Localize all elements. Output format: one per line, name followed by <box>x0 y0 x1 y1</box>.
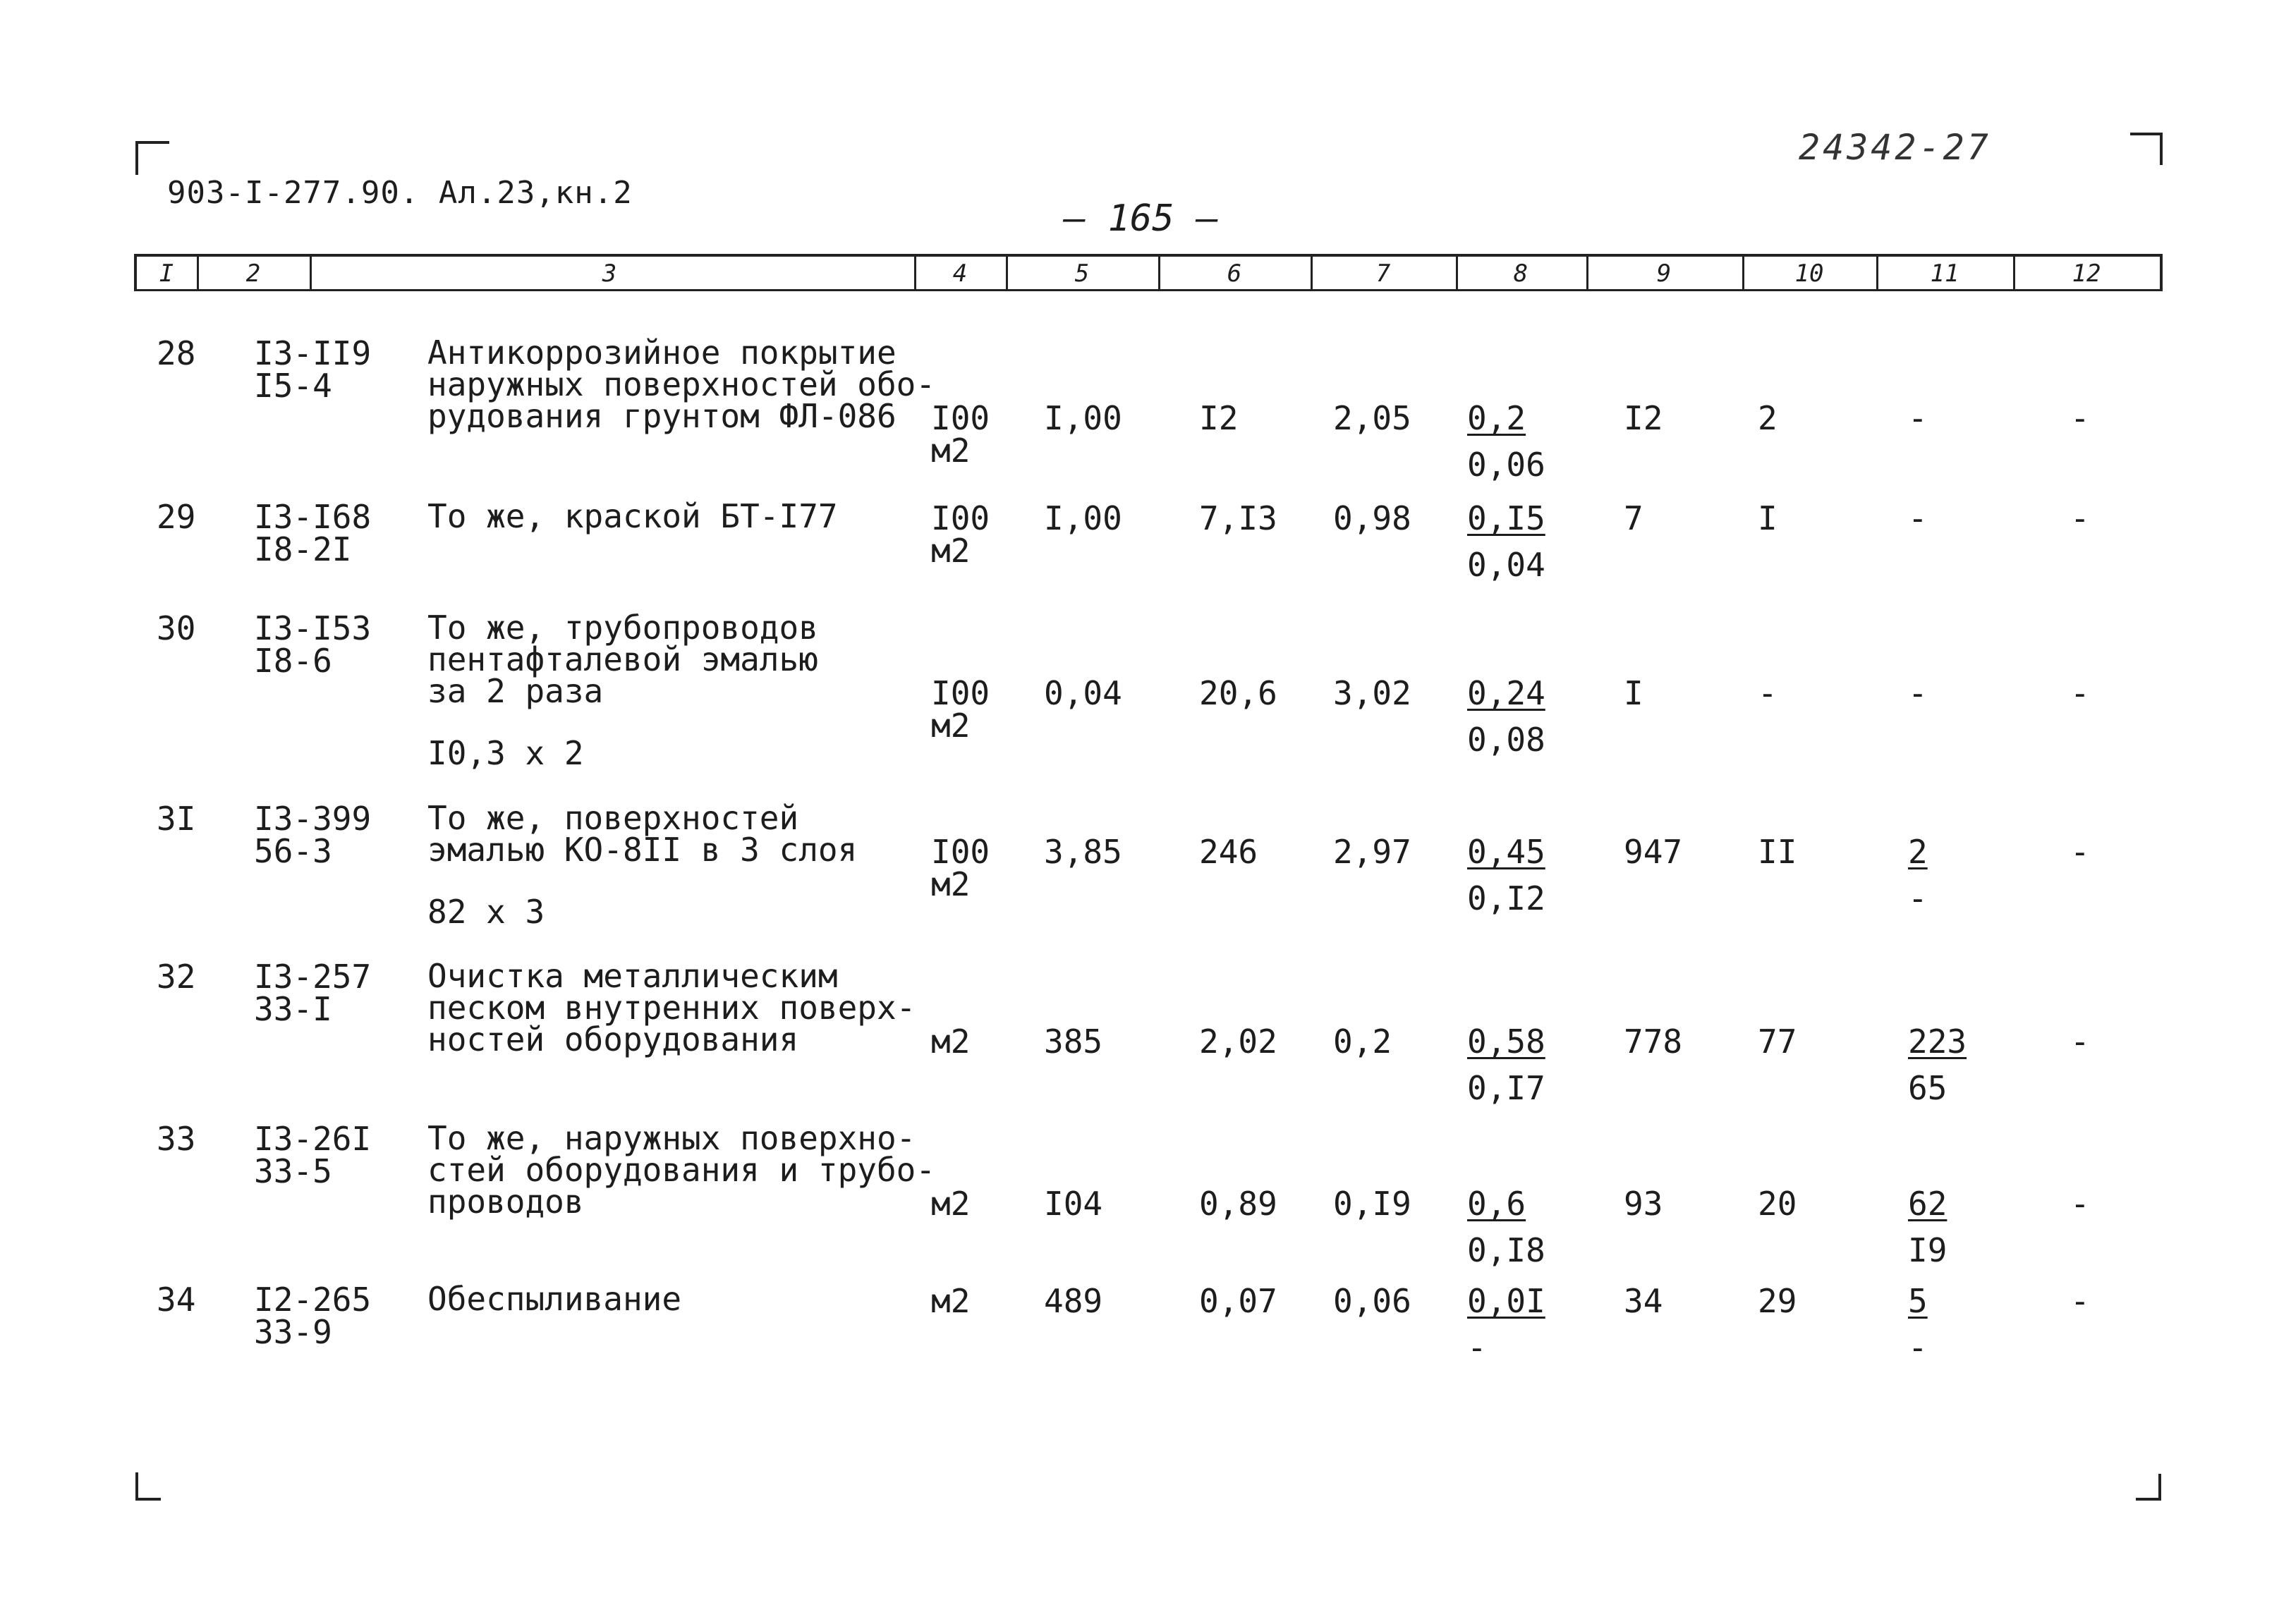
total-machine-value: 2 <box>1908 833 1928 871</box>
unit-measure: I00 <box>931 399 990 437</box>
corner-mark-top-left <box>135 141 169 175</box>
quantity-value: 3,85 <box>1044 833 1122 871</box>
row-number: 33 <box>157 1120 196 1158</box>
overhead-value: - <box>2070 399 2090 437</box>
column-number-header <box>134 254 2163 291</box>
unit-measure-secondary: м2 <box>931 432 971 470</box>
total-cost-value: I <box>1624 674 1643 712</box>
column-number: 7 <box>1375 260 1391 288</box>
total-labor-value: 2 <box>1758 399 1778 437</box>
column-number: I <box>159 260 174 288</box>
column-number: 12 <box>2072 260 2101 288</box>
column-number: 10 <box>1794 260 1824 288</box>
column-number: 5 <box>1074 260 1090 288</box>
total-labor-value: II <box>1758 833 1797 871</box>
column-number: 2 <box>245 260 261 288</box>
quantity-value: 385 <box>1044 1022 1103 1061</box>
column-number: 8 <box>1513 260 1529 288</box>
total-cost-value: 34 <box>1624 1282 1663 1320</box>
total-machine-value: - <box>1908 399 1928 437</box>
quantity-value: 489 <box>1044 1282 1103 1320</box>
total-machine-wage-value: - <box>1908 1329 1928 1367</box>
column-number: 3 <box>602 260 617 288</box>
total-cost-value: 93 <box>1624 1185 1663 1223</box>
price-code-secondary: I5-4 <box>254 367 332 405</box>
unit-cost-value: 246 <box>1199 833 1258 871</box>
work-description-line: То же, поверхностей <box>427 799 799 837</box>
work-description-line: наружных поверхностей обо- <box>427 365 936 403</box>
quantity-formula: 82 x 3 <box>427 893 545 931</box>
work-description-line: То же, трубопроводов <box>427 609 818 647</box>
total-labor-value: 77 <box>1758 1022 1797 1061</box>
total-cost-value: 778 <box>1624 1022 1683 1061</box>
machine-cost-value: 0,2 <box>1467 399 1526 437</box>
header-divider <box>1006 257 1008 289</box>
price-code-secondary: 33-9 <box>254 1313 332 1351</box>
labor-cost-value: 0,2 <box>1333 1022 1392 1061</box>
column-number: 9 <box>1656 260 1672 288</box>
labor-cost-value: 2,97 <box>1333 833 1411 871</box>
total-cost-value: 947 <box>1624 833 1683 871</box>
labor-cost-value: 0,98 <box>1333 499 1411 537</box>
price-code: I3-257 <box>254 958 372 996</box>
price-code: I3-I68 <box>254 498 372 536</box>
price-code: I3-26I <box>254 1120 372 1158</box>
row-number: 28 <box>157 334 196 372</box>
header-divider <box>2013 257 2015 289</box>
work-description-line: проводов <box>427 1183 584 1221</box>
price-code-secondary: 33-I <box>254 990 332 1028</box>
price-code-secondary: 33-5 <box>254 1152 332 1190</box>
header-divider <box>1311 257 1313 289</box>
machine-cost-value: 0,I5 <box>1467 499 1545 537</box>
total-labor-value: 29 <box>1758 1282 1797 1320</box>
unit-measure: м2 <box>931 1022 971 1061</box>
column-number: 11 <box>1930 260 1959 288</box>
work-description-line: Антикоррозийное покрытие <box>427 334 897 372</box>
machine-cost-value: 0,45 <box>1467 833 1545 871</box>
machine-wage-value: 0,04 <box>1467 546 1545 584</box>
corner-mark-top-right <box>2130 133 2163 165</box>
work-description-line: стей оборудования и трубо- <box>427 1151 936 1189</box>
price-code-secondary: I8-6 <box>254 642 332 680</box>
machine-wage-value: - <box>1467 1329 1487 1367</box>
unit-measure: м2 <box>931 1185 971 1223</box>
work-description-line: эмалью КО-8II в 3 слоя <box>427 831 858 869</box>
unit-measure: I00 <box>931 674 990 712</box>
unit-cost-value: I2 <box>1199 399 1239 437</box>
total-machine-value: 223 <box>1908 1022 1967 1061</box>
quantity-value: I,00 <box>1044 499 1122 537</box>
quantity-value: I,00 <box>1044 399 1122 437</box>
overhead-value: - <box>2070 499 2090 537</box>
corner-mark-bottom-left <box>135 1472 161 1501</box>
price-code: I3-I53 <box>254 609 372 647</box>
work-description-line: Очистка металлическим <box>427 957 838 995</box>
row-number: 3I <box>157 800 196 838</box>
header-divider <box>1742 257 1744 289</box>
machine-cost-value: 0,24 <box>1467 674 1545 712</box>
labor-cost-value: 2,05 <box>1333 399 1411 437</box>
header-divider <box>1456 257 1458 289</box>
header-divider <box>1586 257 1588 289</box>
machine-wage-value: 0,I7 <box>1467 1069 1545 1107</box>
quantity-value: 0,04 <box>1044 674 1122 712</box>
header-divider <box>914 257 916 289</box>
unit-cost-value: 2,02 <box>1199 1022 1277 1061</box>
overhead-value: - <box>2070 1022 2090 1061</box>
total-machine-value: 62 <box>1908 1185 1947 1223</box>
machine-cost-value: 0,0I <box>1467 1282 1545 1320</box>
work-description-line: ностей оборудования <box>427 1020 799 1058</box>
price-code: I2-265 <box>254 1281 372 1319</box>
price-code: I3-399 <box>254 800 372 838</box>
total-cost-value: I2 <box>1624 399 1663 437</box>
machine-cost-value: 0,58 <box>1467 1022 1545 1061</box>
overhead-value: - <box>2070 674 2090 712</box>
unit-measure: м2 <box>931 1282 971 1320</box>
work-description-line: Обеспыливание <box>427 1280 682 1318</box>
price-code-secondary: I8-2I <box>254 530 352 568</box>
header-divider <box>1876 257 1878 289</box>
work-description-line: пентафталевой эмалью <box>427 640 818 678</box>
row-number: 29 <box>157 498 196 536</box>
labor-cost-value: 3,02 <box>1333 674 1411 712</box>
unit-cost-value: 7,I3 <box>1199 499 1277 537</box>
work-description-line: песком внутренних поверх- <box>427 989 916 1027</box>
machine-wage-value: 0,06 <box>1467 446 1545 484</box>
total-labor-value: I <box>1758 499 1778 537</box>
unit-measure: I00 <box>931 833 990 871</box>
machine-wage-value: 0,I8 <box>1467 1231 1545 1269</box>
page-number: — 165 — <box>1064 197 1219 240</box>
overhead-value: - <box>2070 1282 2090 1320</box>
column-number: 6 <box>1227 260 1242 288</box>
total-labor-value: - <box>1758 674 1778 712</box>
labor-cost-value: 0,I9 <box>1333 1185 1411 1223</box>
total-machine-wage-value: - <box>1908 879 1928 917</box>
header-divider <box>1158 257 1160 289</box>
unit-measure-secondary: м2 <box>931 707 971 745</box>
total-machine-value: 5 <box>1908 1282 1928 1320</box>
column-number: 4 <box>952 260 968 288</box>
work-description-line: за 2 раза <box>427 672 604 710</box>
document-number: 24342-27 <box>1799 127 1991 168</box>
row-number: 32 <box>157 958 196 996</box>
unit-measure: I00 <box>931 499 990 537</box>
machine-cost-value: 0,6 <box>1467 1185 1526 1223</box>
overhead-value: - <box>2070 1185 2090 1223</box>
row-number: 30 <box>157 609 196 647</box>
corner-mark-bottom-right <box>2136 1474 2161 1501</box>
unit-measure-secondary: м2 <box>931 532 971 570</box>
document-code: 903-I-277.90. Ал.23,кн.2 <box>167 175 633 211</box>
total-machine-wage-value: I9 <box>1908 1231 1947 1269</box>
machine-wage-value: 0,08 <box>1467 721 1545 759</box>
total-labor-value: 20 <box>1758 1185 1797 1223</box>
quantity-formula: I0,3 x 2 <box>427 734 584 772</box>
total-machine-wage-value: 65 <box>1908 1069 1947 1107</box>
header-divider <box>310 257 312 289</box>
price-code-secondary: 56-3 <box>254 832 332 870</box>
work-description-line: То же, наружных поверхно- <box>427 1119 916 1157</box>
machine-wage-value: 0,I2 <box>1467 879 1545 917</box>
price-code: I3-II9 <box>254 334 372 372</box>
quantity-value: I04 <box>1044 1185 1103 1223</box>
unit-cost-value: 0,89 <box>1199 1185 1277 1223</box>
total-cost-value: 7 <box>1624 499 1643 537</box>
unit-measure-secondary: м2 <box>931 865 971 903</box>
total-machine-value: - <box>1908 674 1928 712</box>
overhead-value: - <box>2070 833 2090 871</box>
unit-cost-value: 0,07 <box>1199 1282 1277 1320</box>
row-number: 34 <box>157 1281 196 1319</box>
work-description-line: То же, краской БТ-I77 <box>427 497 838 535</box>
total-machine-value: - <box>1908 499 1928 537</box>
work-description-line: рудования грунтом ФЛ-086 <box>427 397 897 435</box>
labor-cost-value: 0,06 <box>1333 1282 1411 1320</box>
header-divider <box>197 257 199 289</box>
unit-cost-value: 20,6 <box>1199 674 1277 712</box>
